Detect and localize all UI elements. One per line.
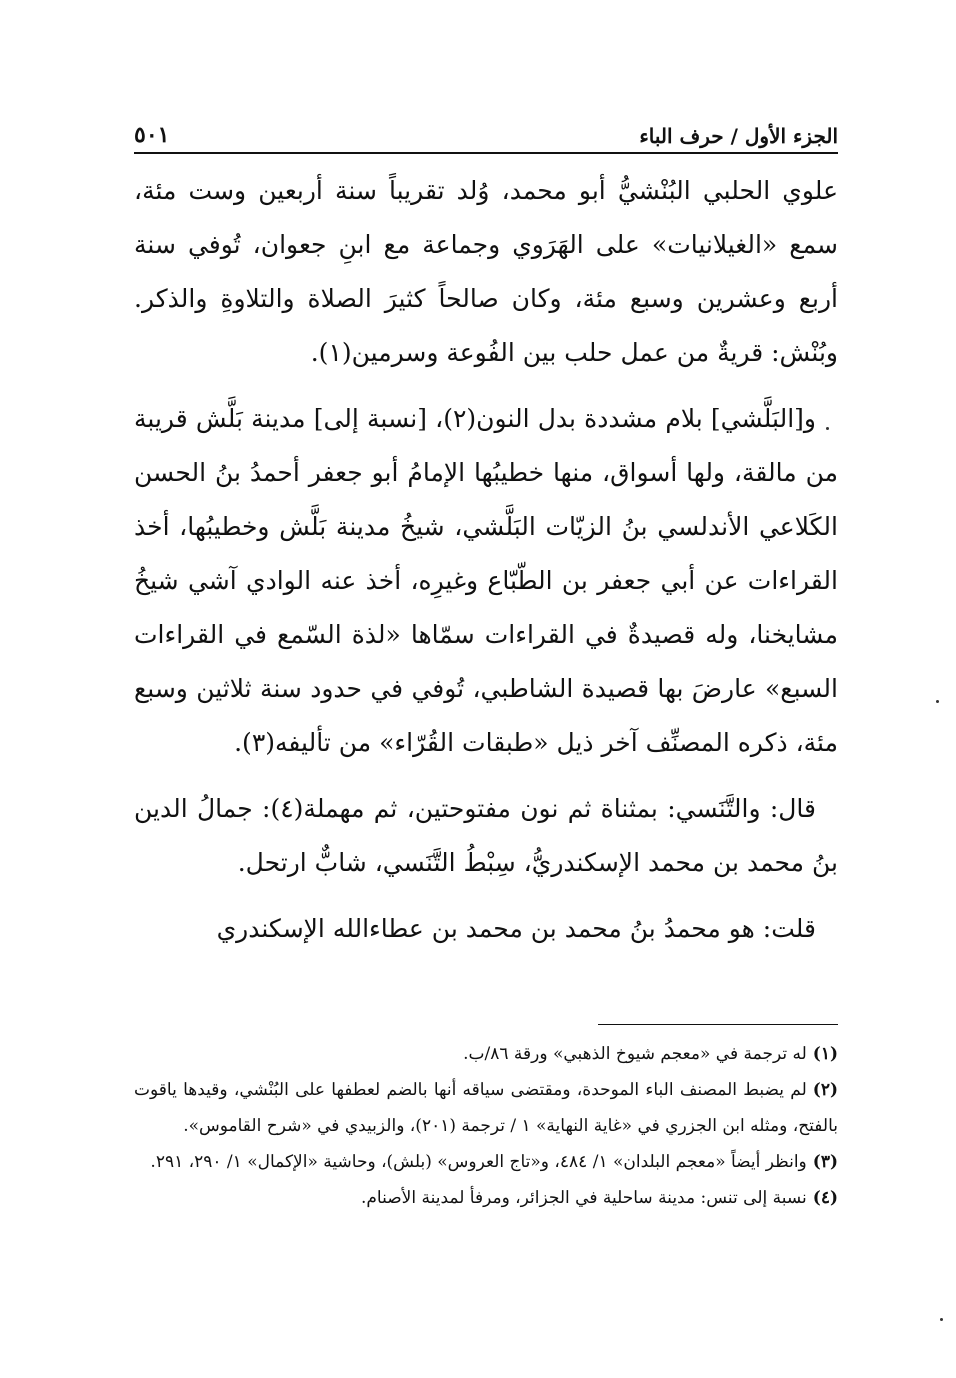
footnote [134, 1036, 838, 1072]
footnote-number: (٤) [812, 1188, 838, 1208]
footnote [134, 1180, 838, 1216]
footnotes [134, 1036, 838, 1216]
footnote-text: نسبة إلى تنس: مدينة ساحلية في الجزائر، ومرفأ لمدينة الأصنام. [360, 1188, 807, 1208]
paragraph: قال: والتَّنَسي: بمثناة ثم نون مفتوحتين، ثم مهملة(٤): جمالُ الدين بنُ محمد بن محمد الإسكندريُّ، سِبْطُ التَّنَسي، شابٌّ ارتحل. [134, 794, 838, 877]
scan-speck [826, 427, 829, 430]
page-number: ٥٠١ [134, 122, 170, 148]
scan-speck [936, 700, 939, 703]
paragraph: علوي الحلبي البُنْشيُّ أبو محمد، وُلد تقريباً سنة أربعين وست مئة، سمع «الغيلانيات» على الهَرَوي وجماعة مع ابنِ جعوان، تُوفي سنة أربع وعشرين وسبع مئة، وكان صالحاً كثيرَ الصلاة والتلاوةِ والذكر. وبُنْش: قريةٌ من عمل حلب بين الفُوعة وسرمين(١). [134, 176, 838, 367]
footnote-text: وانظر أيضاً «معجم البلدان» ١/ ٤٨٤، و«تاج العروس» (بلش)، وحاشية «الإكمال» ١/ ٢٩٠، ٢٩١. [150, 1152, 807, 1172]
footnote [134, 1144, 838, 1180]
scan-speck [940, 1318, 943, 1321]
main-text [134, 164, 838, 956]
footnote-separator [598, 1024, 838, 1025]
footnote-text: لم يضبط المصنف الباء الموحدة، ومقتضى سياقه أنها بالضم لعطفها على البُنْشي، وقيدها ياقوت بالفتح، ومثله ابن الجزري في «غاية النهاية» ١ / ترجمة (٢٠١)، والزبيدي في «شرح القاموس». [134, 1080, 838, 1136]
book-page [134, 112, 838, 968]
footnote-number: (١) [812, 1044, 838, 1064]
paragraph: قلت: هو محمدُ بنُ محمد بن محمد بن عطاءالله الإسكندري [216, 914, 816, 943]
footnote-number: (٣) [812, 1152, 838, 1172]
footnote-number: (٢) [812, 1080, 838, 1100]
header-title: الجزء الأول / حرف الباء [639, 124, 838, 148]
running-header [134, 112, 838, 154]
paragraph: و[البَلَّشي] بلام مشددة بدل النون(٢)، [نسبة إلى] مدينة بَلَّش قريبة من مالقة، ولها أسواق، منها خطيبُها الإمامُ أبو جعفر أحمدُ بنُ الحسن الكَلاعي الأندلسي بنُ الزيّات البَلَّشي، شيخُ مدينة بَلَّش وخطيبُها، أخذ القراءات عن أبي جعفر بن الطّبّاع وغيرِه، أخذ عنه الوادي آشي شيخُ مشايخنا، وله قصيدةٌ في القراءات سمّاها «لذة السّمع في القراءات السبع» عارضَ بها قصيدة الشاطبي، تُوفي في حدود سنة ثلاثين وسبع مئة، ذكره المصنِّف آخر ذيل «طبقات القُرّاء» من تأليفه(٣). [134, 404, 838, 757]
footnote-text: له ترجمة في «معجم شيوخ الذهبي» ورقة ٨٦/ب. [463, 1044, 807, 1064]
footnote [134, 1072, 838, 1144]
